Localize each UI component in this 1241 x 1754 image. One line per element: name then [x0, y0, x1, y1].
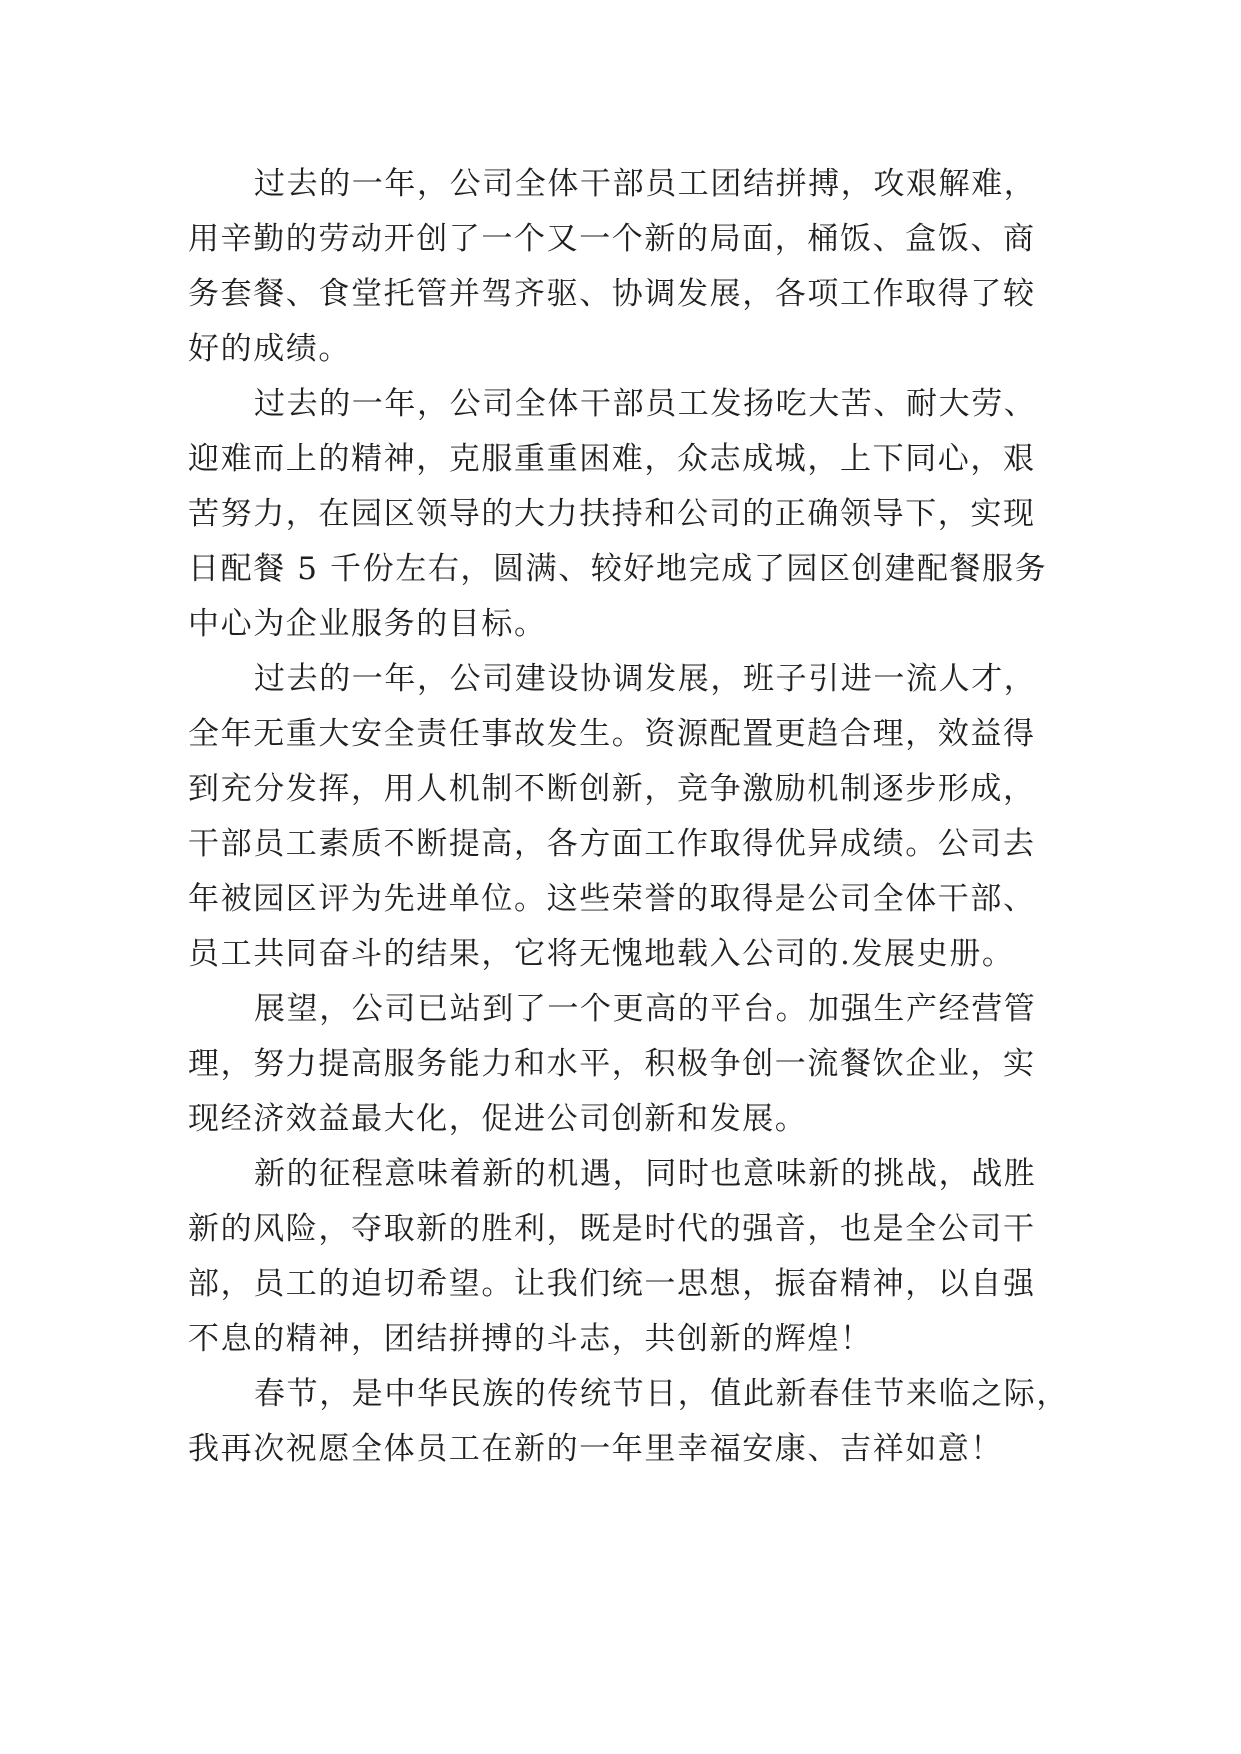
paragraph-2-line-4: 日配餐 5 千份左右，圆满、较好地完成了园区创建配餐服务 [188, 551, 1048, 587]
paragraph-4-line-3: 现经济效益最大化，促进公司创新和发展。 [188, 1101, 808, 1137]
paragraph-5-line-4: 不息的精神，团结拼搏的斗志，共创新的辉煌！ [188, 1321, 873, 1357]
paragraph-3-line-1: 过去的一年，公司建设协调发展，班子引进一流人才， [254, 661, 1037, 697]
paragraph-5-line-1: 新的征程意味着新的机遇，同时也意味新的挑战，战胜 [254, 1156, 1037, 1192]
paragraph-3-line-2: 全年无重大安全责任事故发生。资源配置更趋合理，效益得 [188, 716, 1036, 752]
paragraph-3-line-3: 到充分发挥，用人机制不断创新，竞争激励机制逐步形成， [188, 771, 1036, 807]
paragraph-3-line-6: 员工共同奋斗的结果，它将无愧地载入公司的.发展史册。 [188, 936, 1015, 972]
paragraph-2-line-3: 苦努力，在园区领导的大力扶持和公司的正确领导下，实现 [188, 496, 1036, 532]
paragraph-4-line-2: 理，努力提高服务能力和水平，积极争创一流餐饮企业，实 [188, 1046, 1036, 1082]
paragraph-1-line-2: 用辛勤的劳动开创了一个又一个新的局面，桶饭、盒饭、商 [188, 221, 1036, 257]
paragraph-1-line-3: 务套餐、食堂托管并驾齐驱、协调发展，各项工作取得了较 [188, 276, 1036, 312]
paragraph-5-line-3: 部，员工的迫切希望。让我们统一思想，振奋精神，以自强 [188, 1266, 1036, 1302]
paragraph-2-line-5: 中心为企业服务的目标。 [188, 606, 547, 642]
paragraph-6-line-1: 春节，是中华民族的传统节日，值此新春佳节来临之际， [254, 1376, 1069, 1412]
paragraph-6-line-2: 我再次祝愿全体员工在新的一年里幸福安康、吉祥如意！ [188, 1431, 1003, 1467]
paragraph-2-line-2: 迎难而上的精神，克服重重困难，众志成城，上下同心，艰 [188, 441, 1036, 477]
paragraph-1-line-1: 过去的一年，公司全体干部员工团结拼搏，攻艰解难， [254, 166, 1037, 202]
paragraph-1-line-4: 好的成绩。 [188, 331, 351, 367]
paragraph-3-line-5: 年被园区评为先进单位。这些荣誉的取得是公司全体干部、 [188, 881, 1036, 917]
paragraph-2-line-1: 过去的一年，公司全体干部员工发扬吃大苦、耐大劳、 [254, 386, 1037, 422]
paragraph-4-line-1: 展望，公司已站到了一个更高的平台。加强生产经营管 [254, 991, 1037, 1027]
paragraph-3-line-4: 干部员工素质不断提高，各方面工作取得优异成绩。公司去 [188, 826, 1036, 862]
paragraph-5-line-2: 新的风险，夺取新的胜利，既是时代的强音，也是全公司干 [188, 1211, 1036, 1247]
